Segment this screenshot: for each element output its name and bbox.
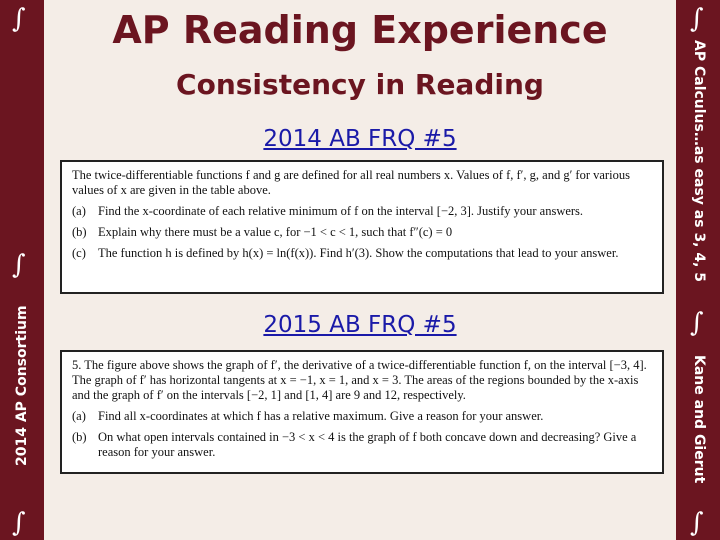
- integral-icon: ∫: [690, 4, 704, 34]
- frq-2015-link[interactable]: 2015 AB FRQ #5: [263, 312, 457, 338]
- part-text: Find all x-coordinates at which f has a relative maximum. Give a reason for your answer.: [98, 409, 544, 423]
- integral-icon: ∫: [12, 508, 26, 538]
- frq-2014-part: [72, 204, 652, 219]
- page-subtitle: Consistency in Reading: [176, 68, 544, 101]
- right-sidebar: [676, 0, 720, 540]
- part-label: (c): [72, 246, 86, 260]
- part-label: (a): [72, 409, 86, 423]
- integral-icon: ∫: [12, 4, 26, 34]
- course-label: AP Calculus…as easy as 3, 4, 5: [691, 40, 707, 283]
- frq-2014-link[interactable]: 2014 AB FRQ #5: [263, 126, 457, 152]
- part-label: (b): [72, 225, 87, 239]
- integral-icon: ∫: [690, 308, 704, 338]
- frq-2014-panel: [60, 160, 664, 294]
- part-text: The function h is defined by h(x) = ln(f(x)). Find h′(3). Show the computations that lead to your answer.: [98, 246, 619, 260]
- frq-2015-panel: [60, 350, 664, 474]
- consortium-label: 2014 AP Consortium: [14, 305, 30, 466]
- frq-2015-intro: 5. The figure above shows the graph of f′, the derivative of a twice-differentiable function f, on the interval [−3, 4]. The graph of f′ has horizontal tangents at x = −1, x = 1, and x = 3. The areas of the regions bounded by the x-axis and the graph of f′ on the intervals [−2, 1] and [1, 4] are 9 and 12, respectively.: [72, 358, 647, 402]
- frq-2014-intro: The twice-differentiable functions f and g are defined for all real numbers x. Values of f, f′, g, and g′ for various values of x are given in the table above.: [72, 168, 630, 197]
- page-title: AP Reading Experience: [112, 8, 608, 52]
- frq-2015-part: [72, 430, 652, 460]
- part-text: Explain why there must be a value c, for −1 < c < 1, such that f″(c) = 0: [98, 225, 453, 239]
- authors-label: Kane and Gierut: [691, 355, 707, 484]
- frq-2014-part: [72, 246, 652, 261]
- integral-icon: ∫: [12, 250, 26, 280]
- part-label: (b): [72, 430, 87, 444]
- left-sidebar: [0, 0, 44, 540]
- frq-2015-part: [72, 409, 652, 424]
- integral-icon: ∫: [690, 508, 704, 538]
- part-text: On what open intervals contained in −3 < x < 4 is the graph of f both concave down and decreasing? Give a reason for your answer.: [98, 430, 637, 459]
- part-text: Find the x-coordinate of each relative minimum of f on the interval [−2, 3]. Justify your answers.: [98, 204, 584, 218]
- frq-2014-part: [72, 225, 652, 240]
- part-label: (a): [72, 204, 86, 218]
